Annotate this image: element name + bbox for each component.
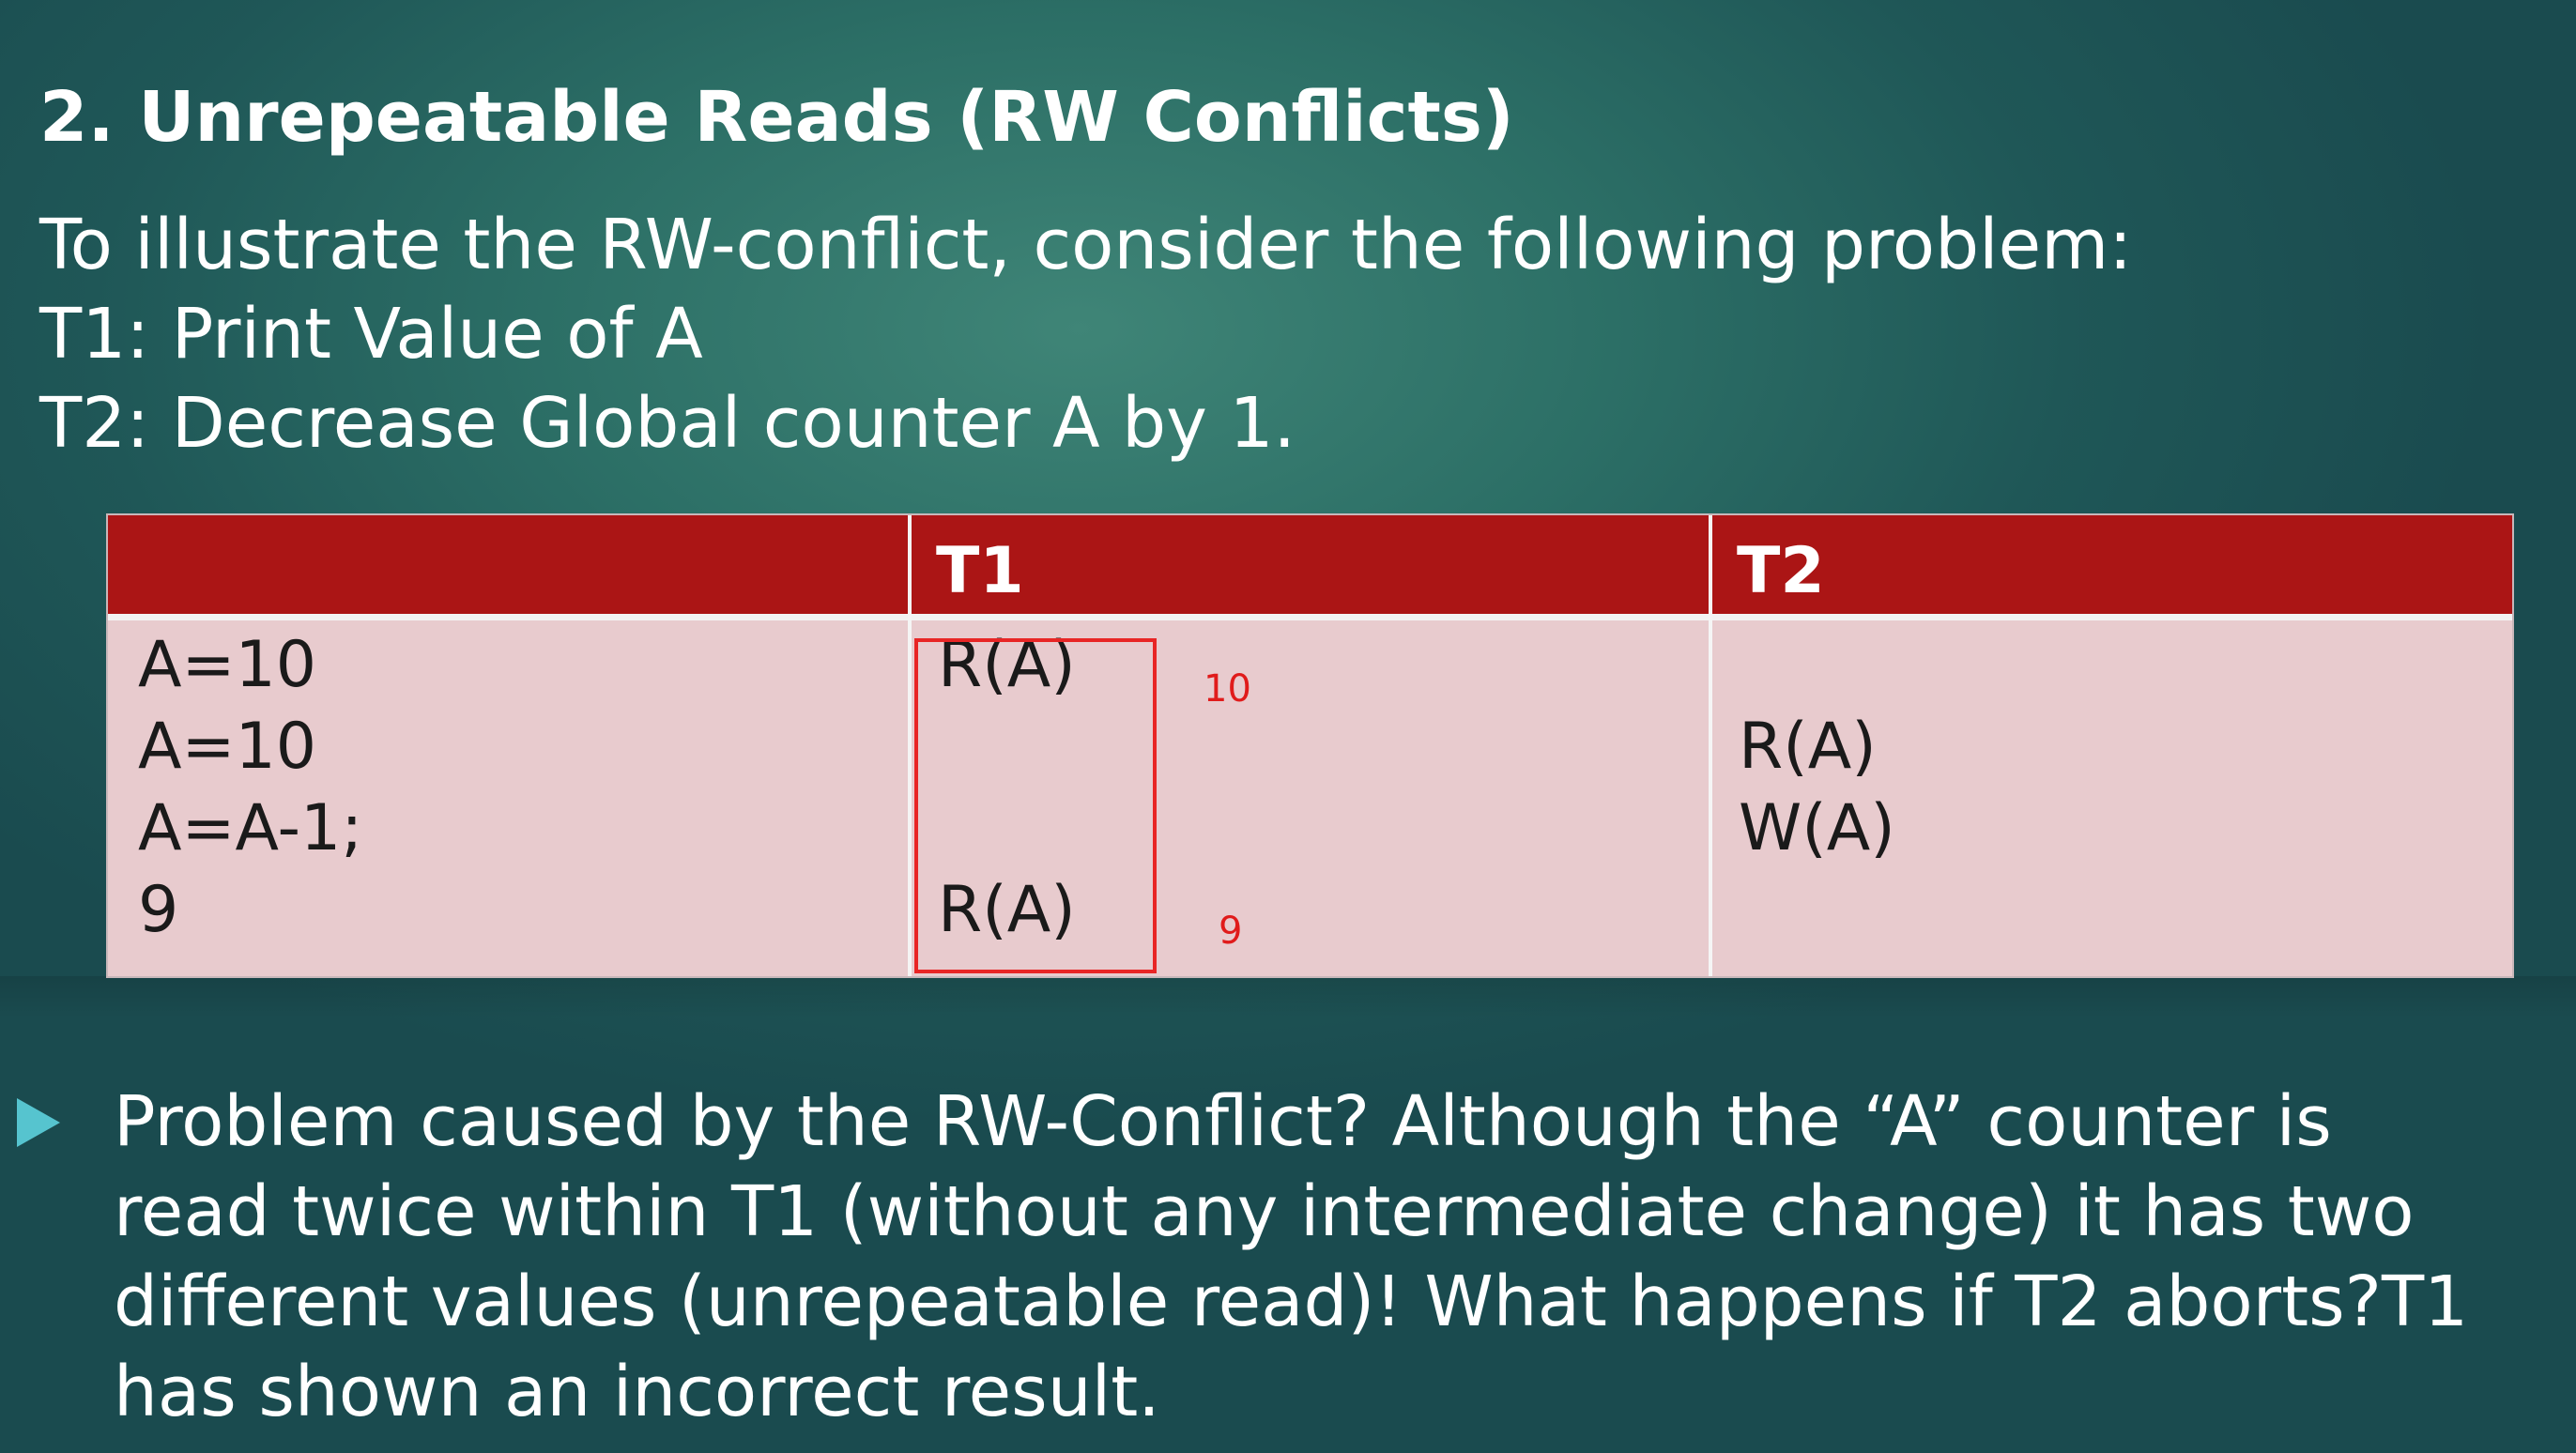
column-divider <box>908 515 912 976</box>
table-cell: R(A) <box>1739 710 1877 784</box>
table-cell: 9 <box>138 873 179 947</box>
t2-column <box>1739 624 1895 951</box>
header-t2: T2 <box>1737 534 1825 608</box>
column-divider <box>1709 515 1712 976</box>
table-cell: W(A) <box>1739 791 1895 865</box>
table-header-row <box>108 515 2512 620</box>
header-t1: T1 <box>936 534 1024 608</box>
t1-reads-highlight-box <box>914 638 1157 973</box>
table-cell <box>1739 869 1895 951</box>
table-cell <box>1739 624 1895 706</box>
bullet-line: read twice within T1 (without any intermediate change) it has two <box>114 1171 2415 1252</box>
intro-line-1: To illustrate the RW-conflict, consider the following problem: <box>39 205 2133 285</box>
table-cell: A=10 <box>138 628 317 702</box>
table-shadow <box>0 976 2576 1018</box>
intro-line-3: T2: Decrease Global counter A by 1. <box>39 383 1296 464</box>
bullet-paragraph <box>114 1077 2554 1437</box>
table-cell: A=A-1; <box>138 791 363 865</box>
values-column <box>138 624 362 951</box>
first-read-annotation: 10 <box>1204 667 1251 711</box>
table-cell: A=10 <box>138 710 317 784</box>
bullet-line: has shown an incorrect result. <box>114 1352 1160 1432</box>
slide-title: 2. Unrepeatable Reads (RW Conflicts) <box>39 77 1514 158</box>
schedule-table <box>106 513 2514 978</box>
table-cell: R(A) <box>938 873 1076 947</box>
bullet-arrow-icon <box>17 1098 60 1147</box>
table-cell: R(A) <box>938 628 1076 702</box>
intro-line-2: T1: Print Value of A <box>39 294 703 375</box>
bullet-line: different values (unrepeatable read)! What happens if T2 aborts?T1 <box>114 1262 2469 1342</box>
second-read-annotation: 9 <box>1219 910 1243 953</box>
bullet-line: Problem caused by the RW-Conflict? Although the “A” counter is <box>114 1081 2332 1162</box>
